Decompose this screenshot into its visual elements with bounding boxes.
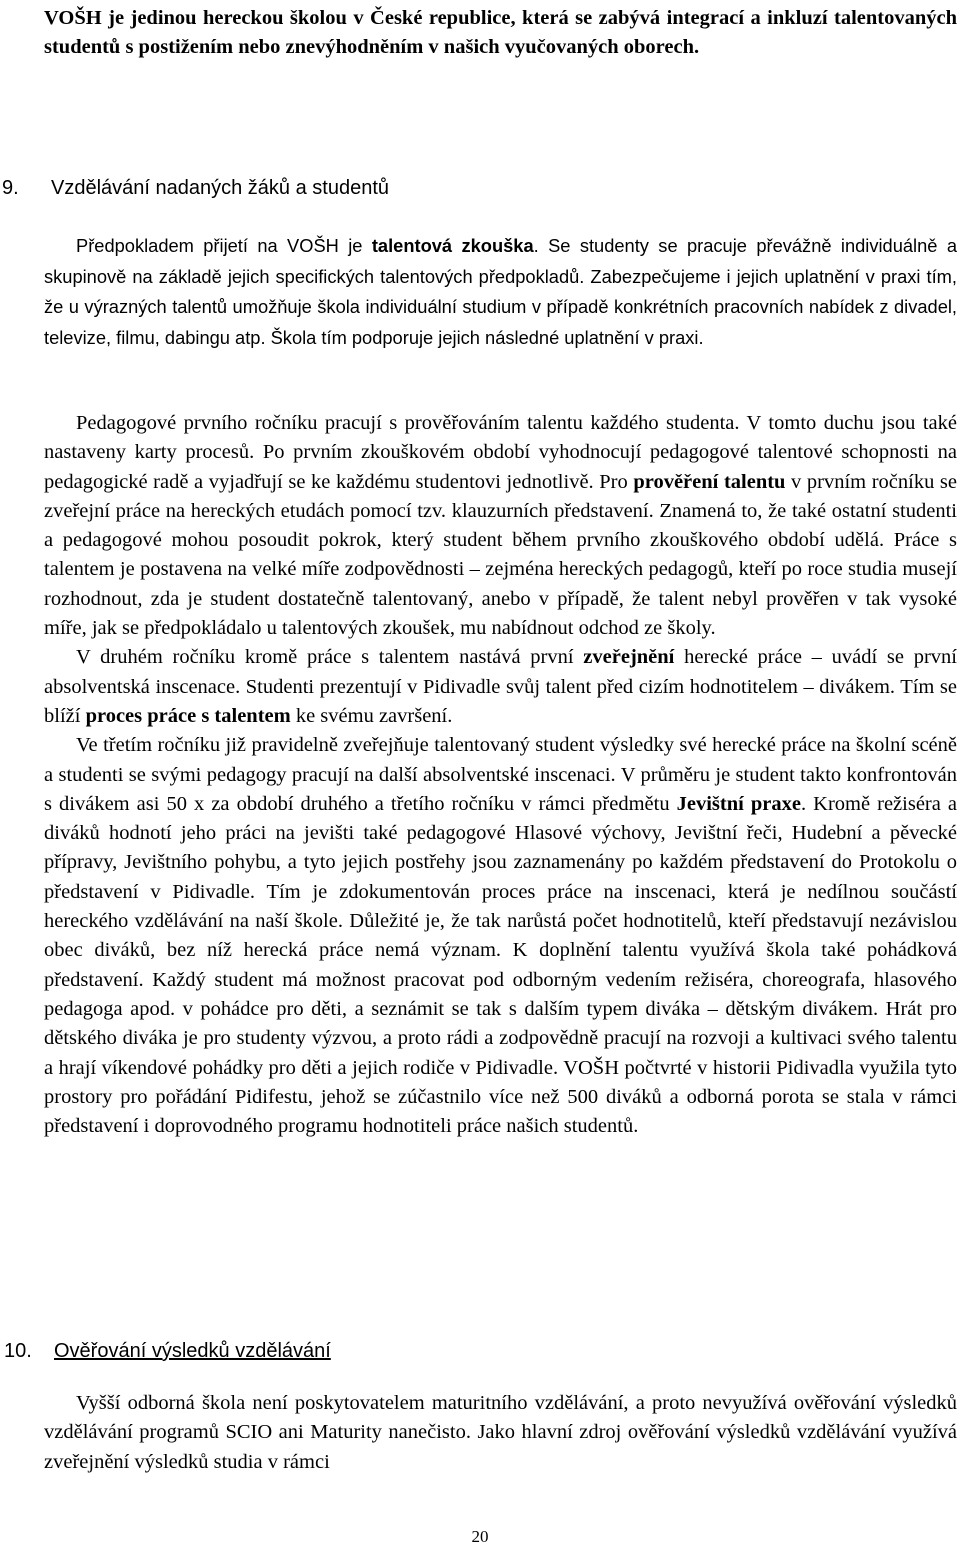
section-9-heading <box>0 176 389 200</box>
text-run: ke svému završení. <box>290 704 453 727</box>
text-run: v prvním ročníku se zveřejní práce na hereckých etudách pomocí tzv. klauzurních představení. Znamená to, že také ostatní studenti a pedagogové mohou posoudit pokrok, který student během prvního zkouškového období udělá. Práce s talentem je postavena na velké míře zodpovědnosti – zejména hereckých pedagogů, kteří po roce studia musejí rozhodnout, zda je student dostatečně talentovaný, anebo v případě, že talent nebyl prověřen v tak vysoké míře, jak se předpokládalo u talentových zkoušek, mu nabídnout odchod ze školy. <box>44 470 957 640</box>
section-10-heading <box>4 1339 331 1363</box>
bold-text-run: talentová zkouška <box>371 235 534 256</box>
section-9-paragraph-3 <box>44 643 957 731</box>
section-9-paragraph-1 <box>44 231 957 353</box>
text-run: Předpokladem přijetí na VOŠH je <box>76 235 372 256</box>
section-10-paragraph-1: Vyšší odborná škola není poskytovatelem maturitního vzdělávání, a proto nevyužívá ověřování výsledků vzdělávání programů SCIO ani Maturity nanečisto. Jako hlavní zdroj ověřování výsledků vzdělávání využívá zveřejnění výsledků studia v rámci <box>44 1392 957 1473</box>
text-run: . Kromě režiséra a diváků hodnotí jeho práci na jevišti také pedagogové Hlasové výchovy, Jevištní řeči, Hudební a pěvecké přípravy, Jevištního pohybu, a tyto jejich postřehy jsou zaznamenány po každém představení do Protokolu o představení v Pidivadle. Tím je zdokumentován proces práce na inscenaci, která je nedílnou součástí hereckého vzdělávání na naší škole. Důležité je, že tak narůstá počet hodnotitelů, kteří představují nezávislou obec diváků, bez níž herecká práce nemá význam. K doplnění talentu využívá škola také pohádková představení. Každý student má možnost pracovat pod odborným vedením režiséra, choreografa, hlasového pedagoga apod. v pohádce pro děti, a seznámit se tak s dalším typem diváka – dětským divákem. Hrát pro dětského diváka je pro studenty výzvou, a proto rádi a zodpovědně pracují na rozvoji a kultivaci svého talentu a hrají víkendové pohádky pro děti a jejich rodiče v Pidivadle. VOŠH počtvrté v historii Pidivadla využila tyto prostory pro pořádání Pidifestu, jehož se zúčastnilo více než 500 diváků a odborná porota se stala v rámci představení i doprovodného programu hodnotiteli práce našich studentů. <box>44 792 957 1138</box>
section-9-paragraph-2 <box>44 409 957 643</box>
intro-paragraph: VOŠH je jedinou hereckou školou v České republice, která se zabývá integrací a inkluzí talentovaných studentů s postižením nebo znevýhodněním v našich vyučovaných oborech. <box>44 7 957 59</box>
section-10-title: Ověřování výsledků vzdělávání <box>54 1340 331 1362</box>
section-10-number: 10. <box>4 1340 32 1362</box>
page-number: 20 <box>471 1527 489 1546</box>
bold-text-run: Jevištní praxe <box>676 792 801 815</box>
section-9-number: 9. <box>2 177 19 199</box>
bold-text-run: proces práce s talentem <box>85 704 291 727</box>
text-run: V druhém ročníku kromě práce s talentem nastává první <box>76 646 584 669</box>
text-run: . Se studenty se pracuje převážně individuálně a skupinově na základě jejich specifických talentových předpokladů. Zabezpečujeme i jejich uplatnění v praxi tím, že u výrazných talentů umožňuje škola individuální studium v případě konkrétních pracovních nabídek z divadel, televize, filmu, dabingu atp. Škola tím podporuje jejich následné uplatnění v praxi. <box>44 235 957 348</box>
section-9-paragraph-4 <box>44 731 957 1141</box>
bold-text-run: prověření talentu <box>633 470 786 493</box>
text-run: Pedagogové prvního ročníku pracují s prověřováním talentu každého studenta. V tomto duchu jsou také nastaveny karty procesů. Po prvním zkouškovém období vyhodnocují pedagogové talentové schopnosti na pedagogické radě a vyjadřují se ke každému studentovi jednotlivě. Pro <box>44 412 957 493</box>
text-run: Ve třetím ročníku již pravidelně zveřejňuje talentovaný student výsledky své herecké práce na školní scéně a studenti se svými pedagogy pracují na další absolventské inscenaci. V průměru je student takto konfrontován s divákem asi 50 x za období druhého a třetího ročníku v rámci předmětu <box>44 734 957 815</box>
bold-text-run: zveřejnění <box>583 646 675 669</box>
section-9-body <box>44 409 957 1141</box>
section-9-title: Vzdělávání nadaných žáků a studentů <box>51 177 390 199</box>
text-run: herecké práce – uvádí se první absolventská inscenace. Studenti prezentují v Pidivadle svůj talent před cizím hodnotitelem – divákem. Tím se blíží <box>44 646 957 727</box>
